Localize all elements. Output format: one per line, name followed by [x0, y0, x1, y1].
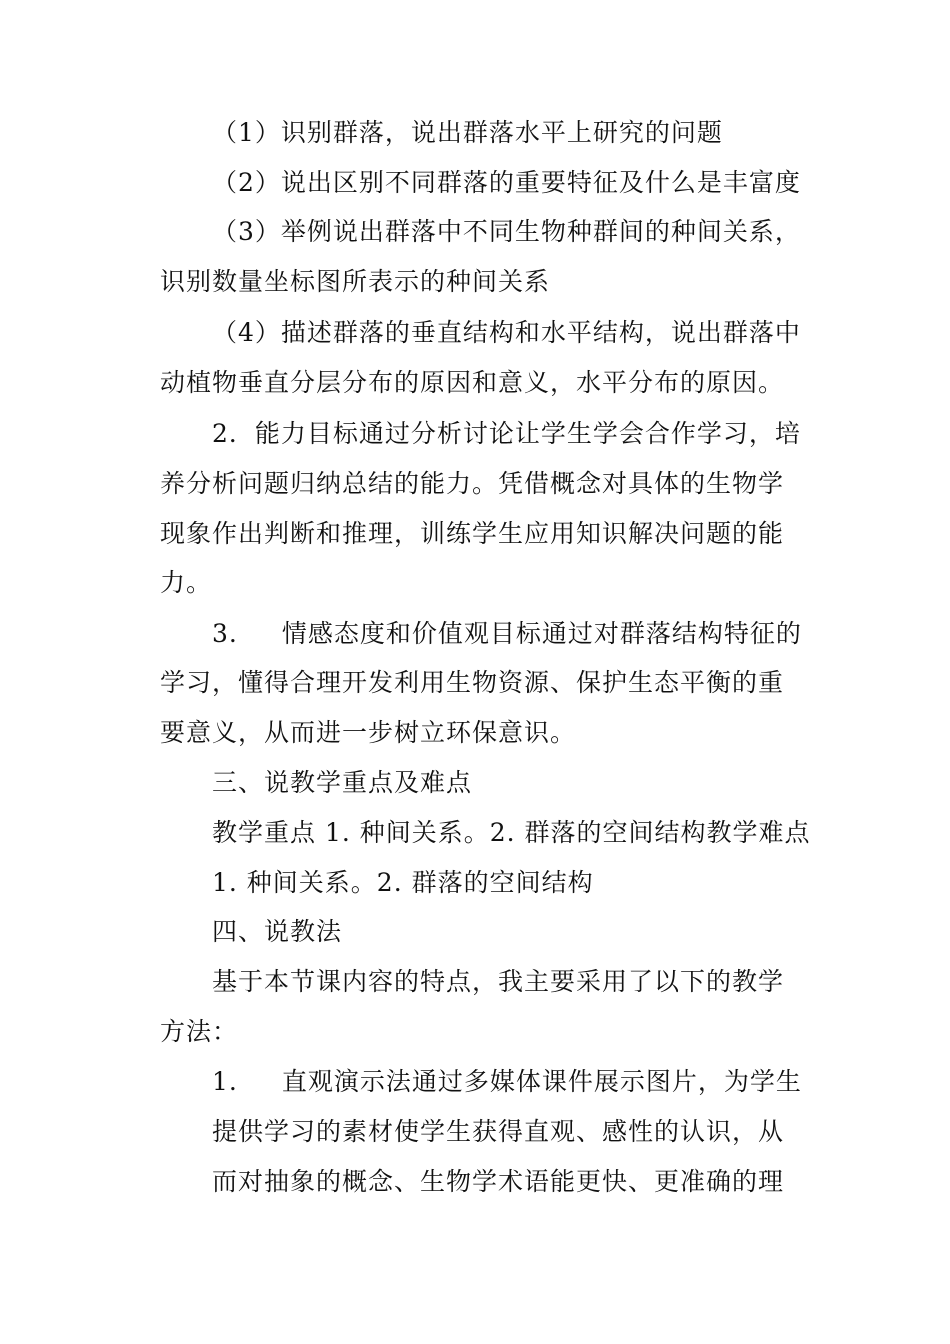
text-line: 动植物垂直分层分布的原因和意义，水平分布的原因。: [160, 368, 785, 397]
text-line: （2）说出区别不同群落的重要特征及什么是丰富度: [212, 168, 801, 197]
text-line: 养分析问题归纳总结的能力。凭借概念对具体的生物学: [160, 469, 785, 498]
list-marker: 3.: [212, 619, 238, 648]
text-line: 教学重点 1. 种间关系。2. 群落的空间结构教学难点: [212, 818, 811, 847]
text-line: 方法：: [160, 1017, 239, 1046]
list-item-text: 情感态度和价值观目标通过对群落结构特征的: [281, 619, 802, 648]
text-line: [212, 1065, 802, 1099]
text-line: 现象作出判断和推理，训练学生应用知识解决问题的能: [160, 519, 785, 548]
text-line: 识别数量坐标图所表示的种间关系: [160, 267, 551, 296]
text-line: 提供学习的素材使学生获得直观、感性的认识，从: [212, 1117, 785, 1146]
text-line: 学习，懂得合理开发利用生物资源、保护生态平衡的重: [160, 668, 785, 697]
text-line: （1）识别群落，说出群落水平上研究的问题: [212, 118, 723, 147]
text-line: [212, 617, 802, 651]
text-line: （4）描述群落的垂直结构和水平结构，说出群落中: [212, 318, 801, 347]
text-line: （3）举例说出群落中不同生物种群间的种间关系，: [212, 217, 801, 246]
text-line: 1. 种间关系。2. 群落的空间结构: [212, 868, 594, 897]
text-line: 要意义，从而进一步树立环保意识。: [160, 718, 577, 747]
text-line: 力。: [160, 568, 213, 597]
text-line: 基于本节课内容的特点，我主要采用了以下的教学: [212, 967, 785, 996]
list-marker: 1.: [212, 1067, 238, 1096]
section-heading: 四、说教法: [212, 917, 343, 946]
text-line: 而对抽象的概念、生物学术语能更快、更准确的理: [212, 1167, 785, 1196]
section-heading: 三、说教学重点及难点: [212, 768, 473, 797]
list-item-text: 直观演示法通过多媒体课件展示图片，为学生: [281, 1067, 802, 1096]
text-line: 2．能力目标通过分析讨论让学生学会合作学习，培: [212, 419, 801, 448]
